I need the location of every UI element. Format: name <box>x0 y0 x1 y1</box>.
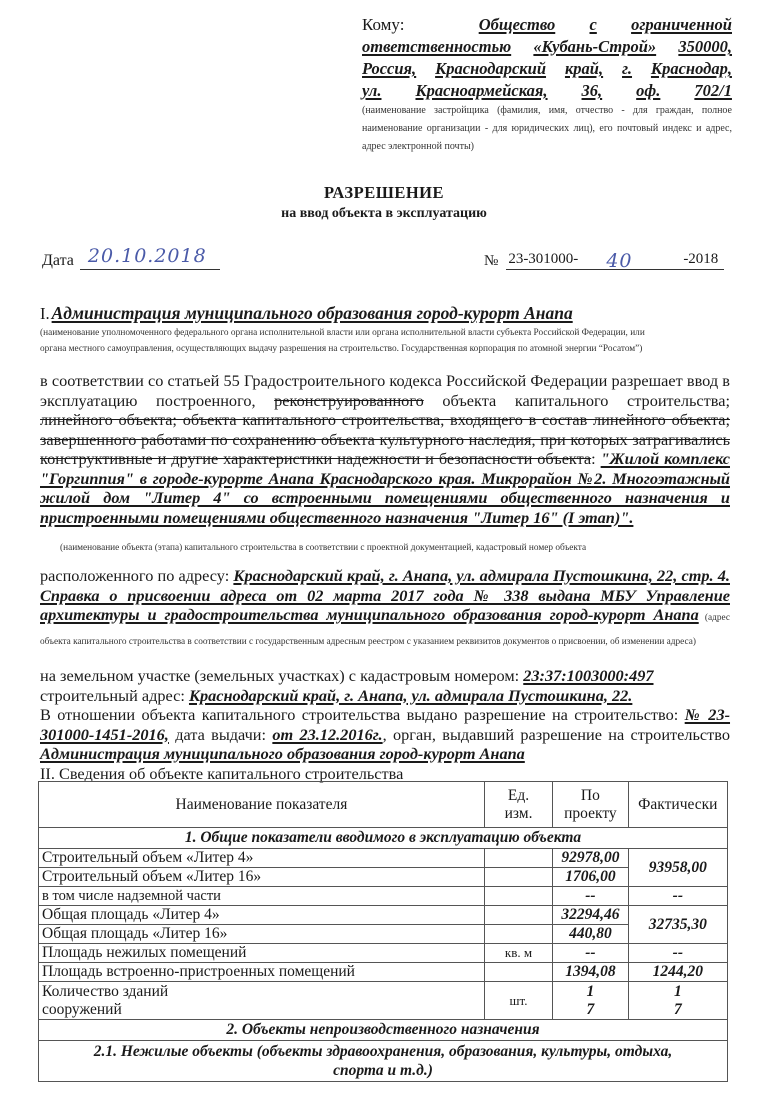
addressee-text: 36, <box>581 81 603 100</box>
land-and-permit-paragraph <box>40 666 730 783</box>
addressee-text: ул. <box>362 81 382 100</box>
number-handwritten: 40 <box>606 250 633 272</box>
para1-intro: в соответствии со статьей 55 Градостроительного кодекса Российской Федерации разрешает ввод в эксплуатацию построенного, <box>40 371 730 410</box>
addressee-label: Кому: <box>362 15 405 34</box>
addressee-text: 702/1 <box>694 81 732 100</box>
build-address: Краснодарский край, г. Анапа, ул. адмирала Пустошкина, 22. <box>188 685 633 705</box>
table-row <box>39 925 728 944</box>
header-name: Наименование показателя <box>39 782 485 828</box>
addressee-line-2 <box>362 36 732 58</box>
row-fact: 32735,30 <box>628 906 727 944</box>
row-name-line-1: Количество зданий <box>42 982 169 1000</box>
para1-struck-reconstructed: реконструированного <box>274 390 424 410</box>
row-unit <box>484 849 552 868</box>
row-project <box>553 982 629 1020</box>
permit-info <box>40 705 730 764</box>
header-unit-line-2: изм. <box>504 804 533 822</box>
header-unit <box>484 782 552 828</box>
row-name-line-2: сооружений <box>42 1000 122 1018</box>
addressee-text: оф. <box>636 81 661 100</box>
table-row <box>39 906 728 925</box>
row-project: -- <box>553 887 629 906</box>
section-1-hint <box>40 325 740 357</box>
section-1-hint-line-2: органа местного самоуправления, осуществляющих выдачу разрешения на строительство. Государственная корпорация по атомной энергии “Росатом”) <box>40 344 643 354</box>
row-project: 1394,08 <box>553 963 629 982</box>
issuer: Администрация муниципального образования город-курорт Анапа <box>40 744 525 763</box>
row-name: в том числе надземной части <box>39 887 485 906</box>
table-row <box>39 849 728 868</box>
row-fact: 93958,00 <box>628 849 727 887</box>
section-2-title: 2. Объекты непроизводственного назначения <box>39 1020 728 1041</box>
issue-date-label: дата выдачи: <box>168 724 273 744</box>
row-fact: -- <box>628 887 727 906</box>
addressee-text: Краснодарский <box>435 59 547 78</box>
para1-colon: : <box>591 449 601 468</box>
table-row <box>39 944 728 963</box>
table-header-row <box>39 782 728 828</box>
table-section-row <box>39 828 728 849</box>
addressee-text: Россия, <box>362 59 417 78</box>
addressee-text: Общество <box>478 15 556 34</box>
row-project-line-1: 1 <box>586 982 595 1000</box>
row-unit <box>484 906 552 925</box>
table-row <box>39 982 728 1020</box>
header-project <box>553 782 629 828</box>
build-address-label: строительный адрес: <box>40 685 189 705</box>
row-name: Площадь встроенно-пристроенных помещений <box>39 963 485 982</box>
issuing-authority: Администрация муниципального образования город-курорт Анапа <box>51 303 573 323</box>
row-fact-line-1: 1 <box>673 982 682 1000</box>
permit-number-field <box>484 247 724 270</box>
header-unit-line-1: Ед. <box>507 786 530 804</box>
addressee-text: «Кубань-Строй» <box>533 37 657 56</box>
table-row <box>39 868 728 887</box>
addressee-text: г. <box>622 59 633 78</box>
addressee-text: край, <box>564 59 604 78</box>
number-prefix: 23-301000- <box>508 251 579 267</box>
row-fact: 1244,20 <box>628 963 727 982</box>
row-unit <box>484 887 552 906</box>
address-label: расположенного по адресу: <box>40 566 234 585</box>
construction-permit-number: № 23-301000-1451-2016, <box>40 705 731 744</box>
table-row <box>39 963 728 982</box>
object-address-paragraph <box>40 566 730 652</box>
row-name: Строительный объем «Литер 16» <box>39 868 485 887</box>
addressee-text: Краснодар, <box>650 59 732 78</box>
issuer-label: , орган, выдавший разрешение на строительство <box>382 724 730 744</box>
date-value-line <box>80 247 220 270</box>
addressee-text: с <box>589 15 597 34</box>
row-unit: шт. <box>484 982 552 1020</box>
para1-struck-linear: линейного объекта; объекта капитального строительства, входящего в состав линейного объекта; завершенного работами по сохранению объекта культурного наследия, при которых затрагивались конструктивные и другие характеристики надежности и безопасности объекта <box>40 410 730 468</box>
permit-intro: В отношении объекта капитального строительства выдано разрешение на строительство: <box>40 705 685 724</box>
row-name: Строительный объем «Литер 4» <box>39 849 485 868</box>
addressee-text: ответственностью <box>362 37 512 56</box>
row-unit <box>484 925 552 944</box>
row-unit: кв. м <box>484 944 552 963</box>
header-project-line-2: проекту <box>564 804 617 822</box>
header-project-line-1: По <box>580 786 600 804</box>
indicators-table <box>38 781 728 1082</box>
address-hint: (адрес объекта капитального строительства в соответствии с государственным адресным реестром с указанием реквизитов документов о присвоении, об изменении адреса) <box>40 613 730 647</box>
table-section-row <box>39 1020 728 1041</box>
row-unit <box>484 868 552 887</box>
permit-paragraph <box>40 371 730 527</box>
row-project: 1706,00 <box>553 868 629 887</box>
number-label: № <box>484 253 499 269</box>
section-1-roman: I. <box>40 304 50 323</box>
document-subtitle: на ввод объекта в эксплуатацию <box>281 206 487 221</box>
cadastral-label: на земельном участке (земельных участках) с кадастровым номером: <box>40 666 524 685</box>
row-name: Общая площадь «Литер 16» <box>39 925 485 944</box>
build-address-line <box>40 686 730 706</box>
addressee-line-3 <box>362 58 732 80</box>
object-name-hint: (наименование объекта (этапа) капитального строительства в соответствии с проектной документацией, кадастровый номер объекта <box>60 543 587 553</box>
section-1-hint-line-1: (наименование уполномоченного федерального органа исполнительной власти или органа исполнительной власти субъекта Российской Федерации, или <box>40 328 645 338</box>
date-field <box>42 247 220 270</box>
addressee-text: 350000, <box>678 37 732 56</box>
row-fact <box>628 982 727 1020</box>
table-section-row <box>39 1041 728 1082</box>
cadastral-number: 23:37:1003000:497 <box>523 666 654 685</box>
section-1-title: 1. Общие показатели вводимого в эксплуатацию объекта <box>39 828 728 849</box>
para1-mid: объекта капитального строительства; <box>423 390 730 410</box>
row-project: 32294,46 <box>553 906 629 925</box>
section-2-heading: II. Сведения об объекте капитального строительства <box>40 763 404 783</box>
addressee-line-4 <box>362 80 732 102</box>
number-suffix: -2018 <box>683 251 719 267</box>
addressee-line-1 <box>362 14 732 36</box>
permit-number-line <box>506 247 724 270</box>
object-name: "Жилой комплекс "Горгиппия" в городе-курорте Анапа Краснодарского края. Микрорайон №2. Многоэтажный жилой дом "Литер 4" со встроенными помещениями общественного назначения и пристроенными помещениями общественного назначения "Литер 16" (I этап)". <box>40 449 730 527</box>
row-project: -- <box>553 944 629 963</box>
addressee-block <box>362 14 732 156</box>
date-value: 20.10.2018 <box>87 245 207 267</box>
issue-date: от 23.12.2016г. <box>272 724 383 744</box>
header-fact: Фактически <box>628 782 727 828</box>
row-unit <box>484 963 552 982</box>
addressee-text: ограниченной <box>631 15 732 34</box>
row-project: 440,80 <box>553 925 629 944</box>
table-row <box>39 887 728 906</box>
row-name <box>39 982 485 1020</box>
date-label: Дата <box>42 252 74 269</box>
row-fact: -- <box>628 944 727 963</box>
section-1-authority <box>40 303 573 324</box>
row-fact-line-2: 7 <box>673 1000 682 1018</box>
row-project-line-2: 7 <box>586 1000 595 1018</box>
section-2-1-title: 2.1. Нежилые объекты (объекты здравоохранения, образования, культуры, отдыха, спорта и т.д.) <box>39 1041 728 1082</box>
row-name: Площадь нежилых помещений <box>39 944 485 963</box>
addressee-hint: (наименование застройщика (фамилия, имя, отчество - для граждан, полное наименование организации - для юридических лиц), его почтовый индекс и адрес, адрес электронной почты) <box>362 105 732 152</box>
row-project: 92978,00 <box>553 849 629 868</box>
object-address: Краснодарский край, г. Анапа, ул. адмирала Пустошкина, 22, стр. 4. Справка о присвоении адреса от 02 марта 2017 года № 338 выдана МБУ Управление архитектуры и градостроительства муниципального образования город-курорт Анапа <box>40 566 730 624</box>
document-title: РАЗРЕШЕНИЕ <box>323 183 445 202</box>
row-name: Общая площадь «Литер 4» <box>39 906 485 925</box>
addressee-text: Красноармейская, <box>415 81 548 100</box>
cadastral-line <box>40 666 730 686</box>
